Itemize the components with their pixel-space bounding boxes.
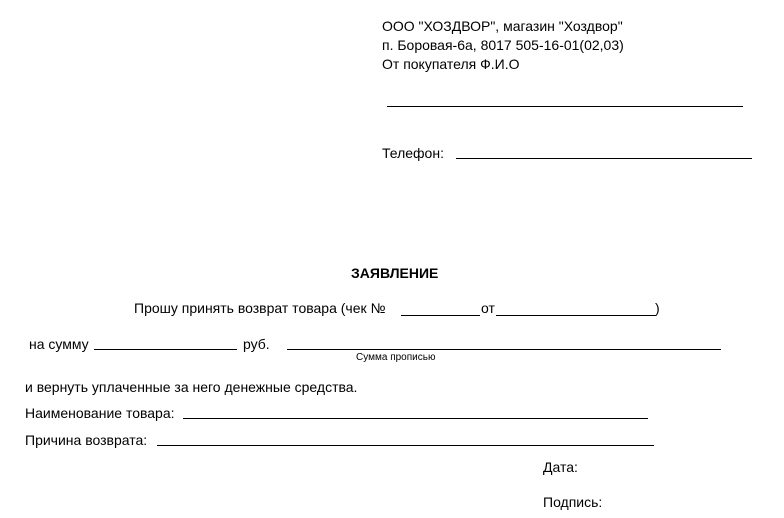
buyer-name-field[interactable] — [387, 106, 743, 107]
request-prefix: Прошу принять возврат товара (чек № — [134, 300, 386, 316]
signature-label: Подпись: — [543, 494, 603, 510]
company-name: ООО "ХОЗДВОР", магазин "Хоздвор" — [382, 18, 623, 34]
phone-label: Телефон: — [382, 145, 444, 161]
product-field[interactable] — [183, 418, 648, 419]
phone-field[interactable] — [456, 158, 752, 159]
date-label: Дата: — [543, 459, 578, 475]
reason-label: Причина возврата: — [25, 432, 148, 448]
amount-words-caption: Сумма прописью — [356, 352, 436, 363]
document-title: ЗАЯВЛЕНИЕ — [351, 265, 439, 281]
currency-label: руб. — [243, 336, 270, 352]
receipt-date-field[interactable] — [496, 315, 656, 316]
refund-text: и вернуть уплаченные за него денежные средства. — [25, 379, 358, 395]
closing-paren: ) — [655, 300, 660, 316]
amount-words-field[interactable] — [287, 349, 721, 350]
amount-label: на сумму — [29, 336, 89, 352]
company-address: п. Боровая-6а, 8017 505-16-01(02,03) — [382, 37, 624, 53]
receipt-number-field[interactable] — [401, 315, 480, 316]
product-label: Наименование товара: — [25, 405, 175, 421]
reason-field[interactable] — [157, 445, 654, 446]
buyer-name-label: От покупателя Ф.И.О — [382, 56, 520, 72]
amount-digits-field[interactable] — [94, 349, 237, 350]
from-word: от — [481, 300, 495, 316]
